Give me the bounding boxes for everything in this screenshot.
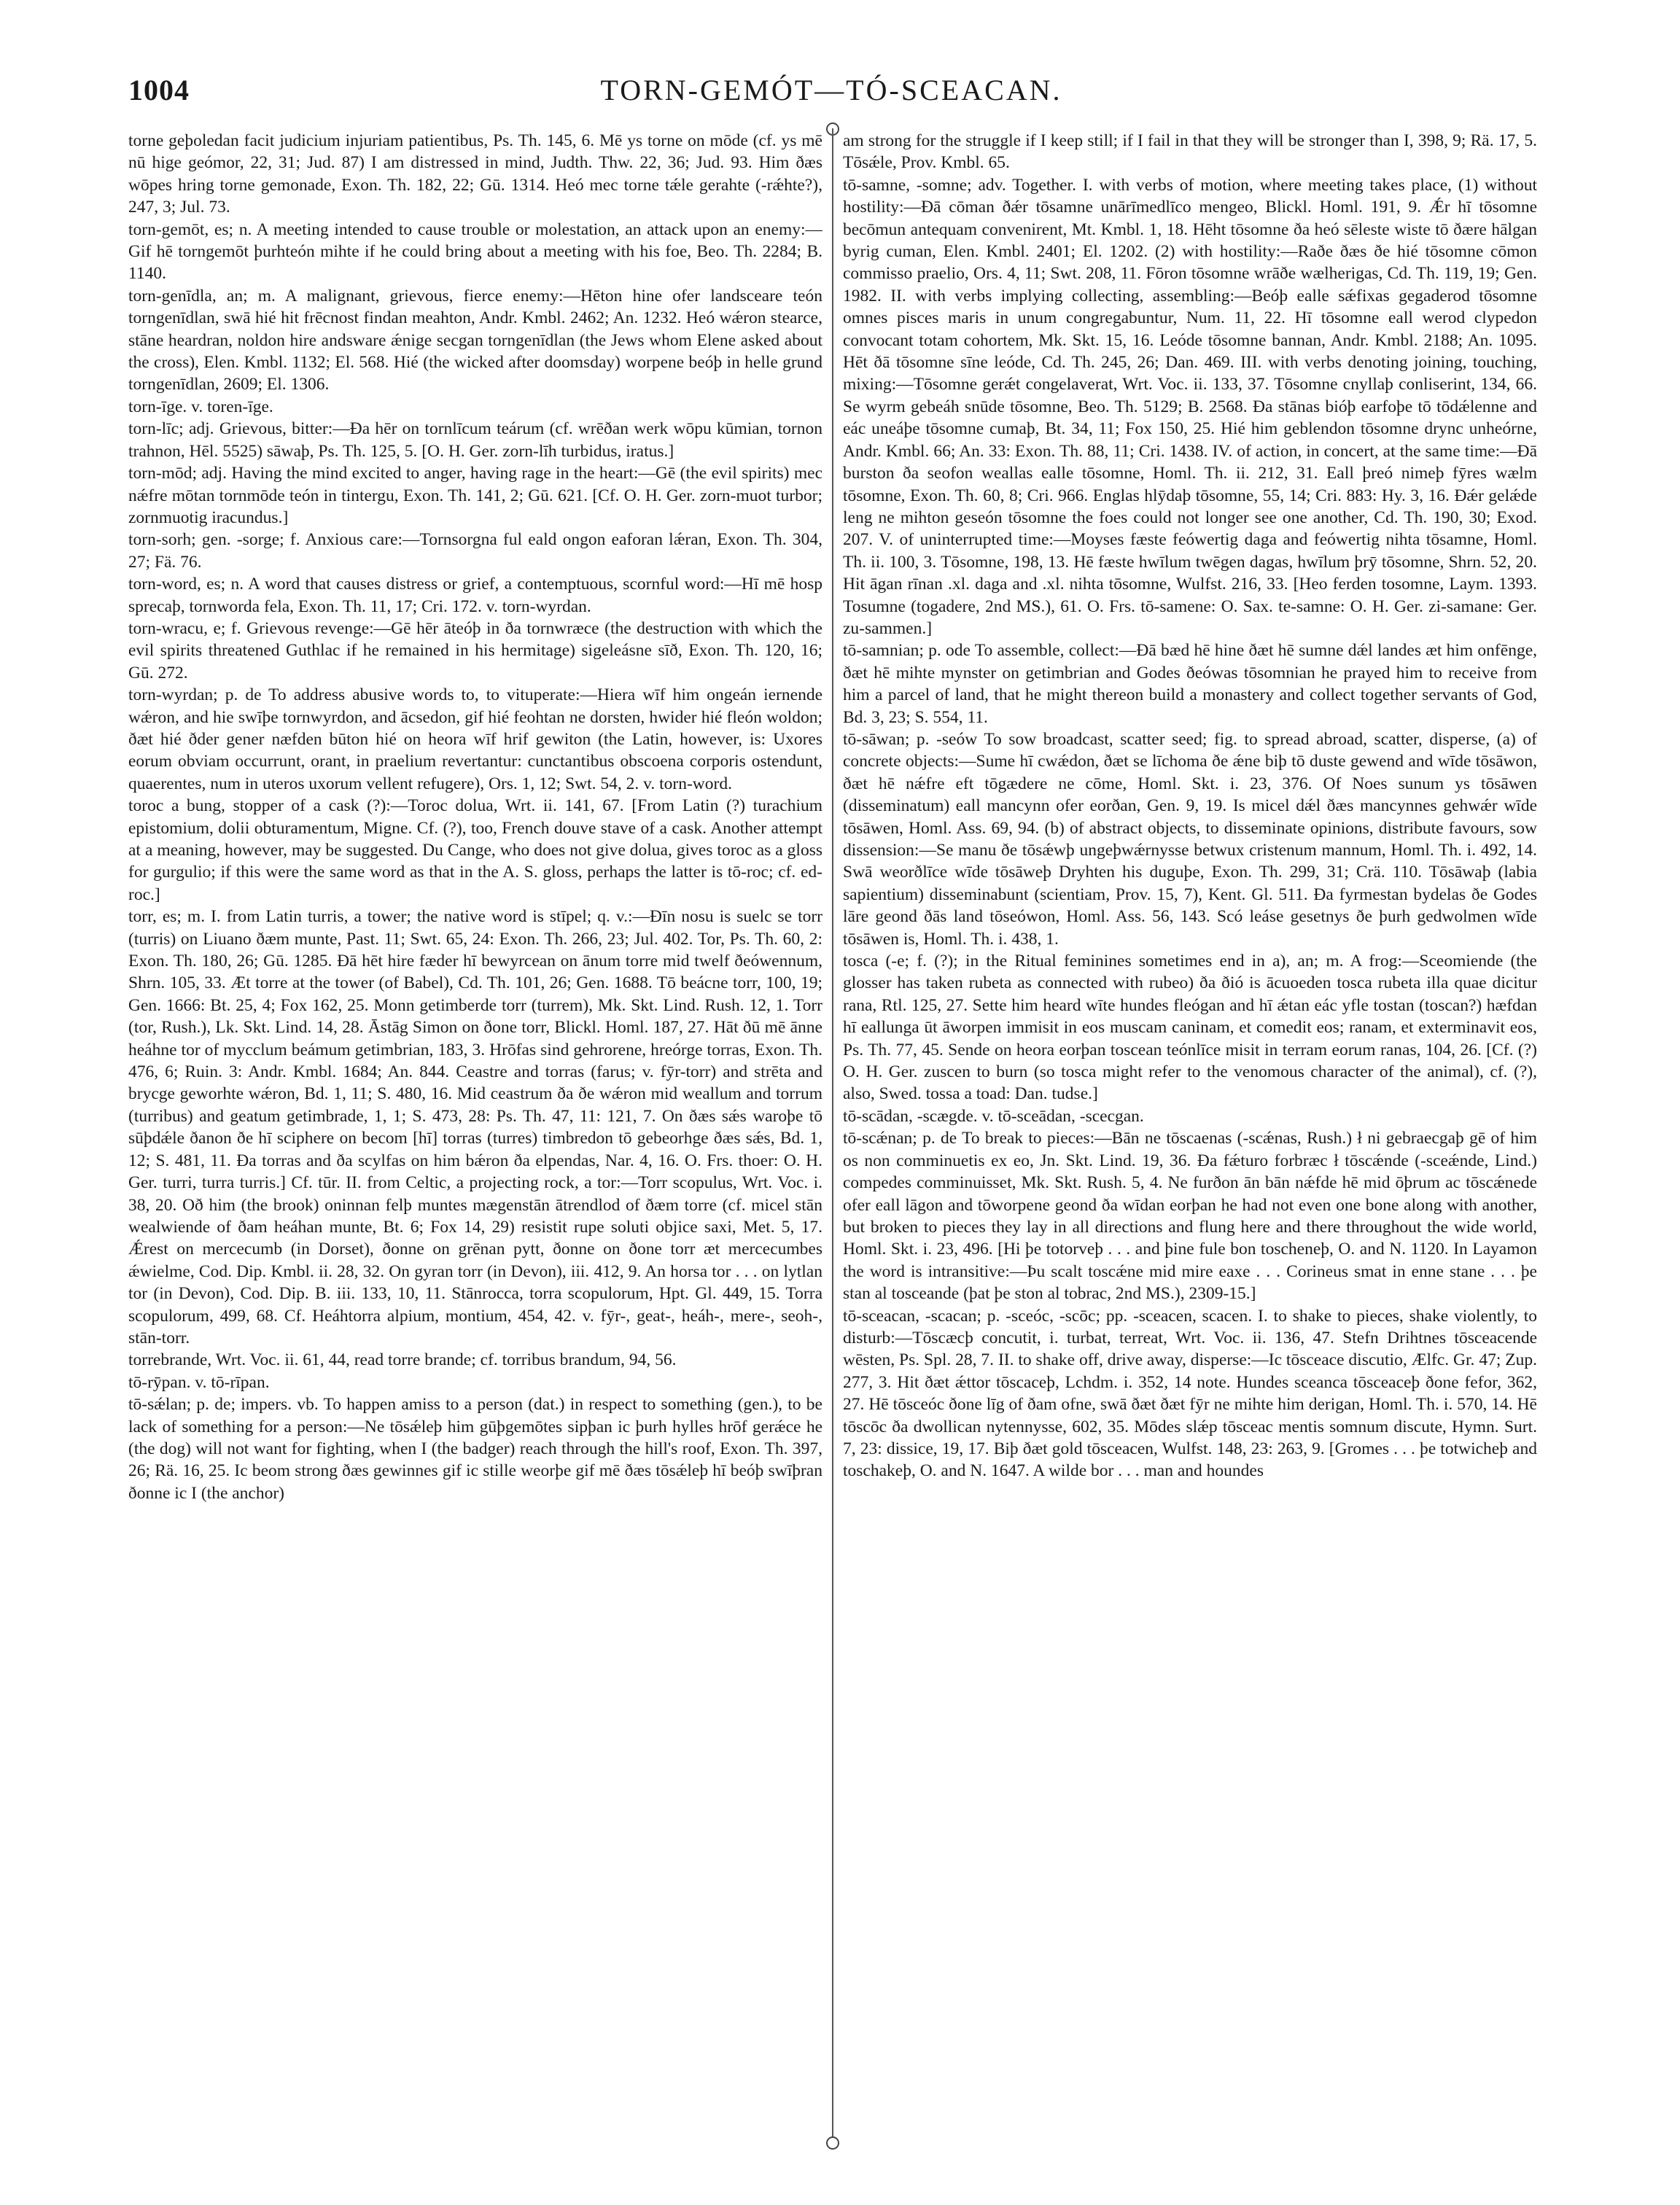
entry-to-saelan-continued: am strong for the struggle if I keep still; if I fail in that they will be stronger than I, 398, 9; Rä. 17, 5. Tōsǽle, Prov. Kmbl. 65. <box>843 131 1537 173</box>
right-column <box>843 130 1537 2157</box>
entry-to-samnian: tō-samnian; p. ode To assemble, collect:—Ðā bæd hē hine ðæt hē sumne dǽl landes æt him onfēnge, ðæt hē mihte mynster on getimbrian and Godes ðeówas tōsomnian he prayed him to receive from him a parcel of land, that he might thereon build a monastery and collect together servants of God, Bd. 3, 23; S. 554, 11. <box>843 641 1537 727</box>
entry-torn-wracu: torn-wracu, e; f. Grievous revenge:—Gē hēr āteóþ in ða tornwræce (the destruction with which the evil spirits threatened Guthlac if he remained in his hermitage) sigeleásne sīð, Exon. Th. 120, 16; Gū. 272. <box>128 618 822 682</box>
entry-to-sawan: tō-sāwan; p. -seów To sow broadcast, scatter seed; fig. to spread abroad, scatter, disperse, (a) of concrete objects:—Sume hī cwǽdon, ðæt se līchoma ðe ǽne biþ tō duste gewend and wīde tōsāwon, ðæt hē nǽfre eft tōgædere ne cōme, Homl. Skt. i. 23, 376. Of Noes sunum ys tōsāwen (disseminatum) eall mancynn ofer eorðan, Gen. 9, 19. Is micel dǽl ðæs mancynnes gehwǽr wīde tōsāwen, Homl. Ass. 69, 94. (b) of abstract objects, to disseminate opinions, distribute favours, sow dissension:—Se manu ðe tōsǽwþ ungeþwǽrnysse betwux cristenum mannum, Homl. Th. i. 492, 14. Swā weorðlīce wīde tōsāweþ Dryhten his duguþe, Exon. Th. 299, 31; Crä. 110. Tōsāwaþ (labia sapientium) disseminabunt (scientiam, Prov. 15, 7), Kent. Gl. 511. Ða fyrmestan bydelas ðe Godes lāre geond ðās land tōseówon, Homl. Ass. 56, 143. Scó leáse gesetnys ðe þurh gedwolmen wīde tōsāwen is, Homl. Th. i. 438, 1. <box>843 729 1537 949</box>
entry-to-scadan: tō-scādan, -scægde. v. tō-sceādan, -scecgan. <box>843 1106 1144 1126</box>
entry-torne-continued: torne geþoledan facit judicium injuriam patientibus, Ps. Th. 145, 6. Mē ys torne on mōde (cf. ys mē nū hige geómor, 22, 31; Jud. 87) I am distressed in mind, Judth. Thw. 22, 36; Jud. 93. Him ðæs wōpes hring torne gemonade, Exon. Th. 182, 22; Gū. 1314. Heó mec torne tǽle gerahte (-rǽhte?), 247, 3; Jul. 73. <box>128 131 822 217</box>
column-divider <box>832 128 833 2142</box>
entry-torn-sorh: torn-sorh; gen. -sorge; f. Anxious care:—Tornsorgna ful eald ongon eaforan lǽran, Exon. Th. 304, 27; Fä. 76. <box>128 530 822 572</box>
entry-torn-ige: torn-īge. v. toren-īge. <box>128 397 273 416</box>
entry-torn-wyrdan: torn-wyrdan; p. de To address abusive words to, to vituperate:—Hiera wīf him ongeán iernende wǽron, and hie swīþe tornwyrdon, and ācsedon, gif hié feohtan ne dorsten, hwider hié fleón woldon; ðæt hié ðder gener næfden būton hié on heora wīf hrif gewiton (the Latin, however, is: Uxores eorum obviam occurrunt, orant, in praelium revertantur: cunctantibus obscoena corporis ostendunt, quaerentes, num in uteros uxorum vellent refugere), Ors. 1, 12; Swt. 54, 2. v. torn-word. <box>128 685 822 793</box>
entry-torr: torr, es; m. I. from Latin turris, a tower; the native word is stīpel; q. v.:—Ðīn nosu is suelc se torr (turris) on Liuano ðæm munte, Past. 11; Swt. 65, 24: Exon. Th. 266, 23; Jul. 402. Tor, Ps. Th. 60, 2: Exon. Th. 180, 26; Gū. 1285. Ðā hēt hire fæder hī bewyrcean on ānum torre mid twelf ðeówennum, Shrn. 105, 33. Æt torre at the tower (of Babel), Cd. Th. 101, 26; Gen. 1688. Tō beácne torr, 100, 19; Gen. 1666: Bt. 25, 4; Fox 162, 25. Monn getimberde torr (turrem), Mk. Skt. Lind. Rush. 12, 1. Torr (tor, Rush.), Lk. Skt. Lind. 14, 28. Āstāg Simon on ðone torr, Blickl. Homl. 187, 27. Hāt ðū mē ānne heáhne tor of mycclum beámum getimbrian, 183, 3. Hrōfas sind gehrorene, hreórge torras, Exon. Th. 476, 6; Ruin. 3: Andr. Kmbl. 1684; An. 844. Ceastre and torras (farus; v. fȳr-torr) and strēta and brycge geworhte wǽron, Bd. 1, 11; S. 480, 16. Mid ceastrum ða ðe wǽron mid weallum and torrum (turribus) and geatum getimbrade, 1, 1; S. 473, 28: Ps. Th. 47, 11: 121, 7. On ðæs sǽs waroþe tō sūþdǽle ðanon ðe hī sciphere on becom [hī] torras (turres) timbredon tō gebeorhge ðæs sǽs, Bd. 1, 12; S. 481, 11. Ða torras and ða scylfas on him bǽron ða elpendas, Nar. 4, 16. O. Frs. thoer: O. H. Ger. turri, turra turris.] Cf. tūr. II. from Celtic, a projecting rock, a tor:—Torr scopulus, Wrt. Voc. i. 38, 20. Oð him (the brook) oninnan felþ muntes mægenstān ātrendlod of ðæm torre (cf. micel stān wealwiende of ðam heáhan munte, Bt. 6; Fox 14, 29) resistit rupe soluti objice saxi, Met. 5, 17. Ǽrest on mercecumb (in Dorset), ðonne on grēnan pytt, ðonne on ðone torr æt mercecumbes ǽwielme, Cod. Dip. Kmbl. ii. 28, 32. On gyran torr (in Devon), iii. 412, 9. An horsa tor . . . on lytlan tor (in Devon), Cod. Dip. B. iii. 133, 10, 11. Stānrocca, torra scopulorum, Hpt. Gl. 449, 15. Torra scopulorum, 499, 68. Cf. Heáhtorra alpium, montium, 454, 42. v. fȳr-, geat-, heáh-, mere-, seoh-, stān-torr. <box>128 907 822 1348</box>
entry-tosca: tosca (-e; f. (?); in the Ritual feminines sometimes end in a), an; m. A frog:—Sceomiende (the glosser has taken rubeta as connected with rubeo) ða ðió is ācuoeden tosca rubeta illa quae dicitur rana, Rtl. 125, 27. Sette him heard wīte hundes fleógan and hī ǽtan eác yfle tostan (toscan?) hæfdan hī eallunga ūt āworpen immisit in eos muscam caninam, et comedit eos; ranam, et exterminavit eos, Ps. Th. 77, 45. Sende on heora eorþan toscean teónlīce misit in terram eorum ranas, 104, 26. [Cf. (?) O. H. Ger. zuscen to burn (so tosca might refer to the venomous character of the animal), cf. (?), also, Swed. tossa a toad: Dan. tudse.] <box>843 952 1537 1104</box>
entry-to-sceacan: tō-sceacan, -scacan; p. -sceóc, -scōc; pp. -sceacen, scacen. I. to shake to pieces, shake violently, to disturb:—Tōscæcþ concutit, i. turbat, terreat, Wrt. Voc. ii. 136, 47. Stefn Drihtnes tōsceacende wēsten, Ps. Spl. 28, 7. II. to shake off, drive away, disperse:—Ic tōsceace discutio, Ælfc. Gr. 47; Zup. 277, 3. Hit ðæt ǽttor tōscaceþ, Lchdm. i. 352, 14 note. Hundes sceanca tōsceaceþ ðone fefor, 362, 27. Hē tōsceóc ðone līg of ðam ofne, swā ðæt ðæt fȳr ne mihte him derigan, Homl. Th. i. 570, 14. Hē tōscōc ða dwollican nytennysse, 602, 35. Mōdes slǽp tōsceac mentis somnum discute, Hymn. Surt. 7, 23: dissice, 19, 17. Biþ ðæt gold tōsceacen, Wulfst. 148, 23: 263, 9. [Gromes . . . þe totwicheþ and toschakeþ, O. and N. 1647. A wilde bor . . . man and houndes <box>843 1306 1537 1481</box>
entry-torn-lic: torn-līc; adj. Grievous, bitter:—Ða hēr on tornlīcum teárum (cf. wrēðan werk wōpu kūmian, tornon trahnon, Hēl. 5525) sāwaþ, Ps. Th. 125, 5. [O. H. Ger. zorn-līh turbidus, iratus.] <box>128 419 822 461</box>
page-number: 1004 <box>128 74 190 106</box>
entry-torrebrande: torrebrande, Wrt. Voc. ii. 61, 44, read torre brande; cf. torribus brandum, 94, 56. <box>128 1350 677 1370</box>
running-head: TORN-GEMÓT—TÓ-SCEACAN. <box>600 74 1062 106</box>
entry-toroc: toroc a bung, stopper of a cask (?):—Toroc dolua, Wrt. ii. 141, 67. [From Latin (?) turachium epistomium, dolii obturamentum, Migne. Cf. (?), too, French douve stave of a cask. Another attempt at a meaning, however, may be suggested. Du Cange, who does not give dolua, gives toroc as a gloss for gurgulio; if this were the same word as that in the A. S. gloss, perhaps the latter is tō-roc; cf. ed-roc.] <box>128 796 822 904</box>
entry-to-samne: tō-samne, -somne; adv. Together. I. with verbs of motion, where meeting takes place, (1) without hostility:—Ðā cōman ðǽr tōsamne unārīmedlīco mengeo, Blickl. Homl. 191, 9. Ǽr hī tōsomne becōmun antequam convenirent, Mt. Kmbl. 1, 18. Hēht tōsomne ða heó sēleste wiste tō ðære hālgan byrig cuman, Elen. Kmbl. 2401; El. 1202. (2) with hostility:—Raðe ðæs ðe hié tōsomne cōmon commisso praelio, Ors. 4, 11; Swt. 208, 11. Fōron tōsomne wrāðe wælherigas, Cd. Th. 119, 19; Gen. 1982. II. with verbs implying collecting, assembling:—Beóþ ealle sǽfixas gegaderod tōsomne omnes pisces maris in unum congregabuntur, Num. 11, 22. Hī tōsomne eall werod clypedon convocant totam cohortem, Mk. Skt. 15, 16. Leóde tōsomne bannan, Andr. Kmbl. 2188; An. 1095. Hēt ðā tōsomne sīne leóde, Cd. Th. 245, 26; Dan. 469. III. with verbs denoting joining, touching, mixing:—Tōsomne gerǽt congelaverat, Wrt. Voc. ii. 133, 37. Tōsomne cnyllaþ conliserint, 134, 66. Se wyrm gebeáh snūde tōsomne, Beo. Th. 5129; B. 2568. Ða stānas bióþ earfoþe tō tōdǽlenne and eác uneáþe tōsomne cumaþ, Bt. 34, 11; Fox 150, 25. Hié him geblendon tōsomne drync unheórne, Andr. Kmbl. 66; An. 33: Exon. Th. 88, 11; Cri. 1438. IV. of action, in concert, at the same time:—Ðā burston ða seofon weallas ealle tōsomne, Homl. Th. ii. 212, 31. Eall þreó nimeþ fȳres wælm tōsomne, Exon. Th. 60, 8; Cri. 966. Englas hlȳdaþ tōsomne, 55, 14; Cri. 883: Hy. 3, 16. Ðǽr gelǽde leng ne mihton geseón tōsomne the foes could not longer see one another, Cd. Th. 190, 30; Exod. 207. V. of uninterrupted time:—Moyses fæste feówertig daga and feówertig nihta tōsamne, Homl. Th. ii. 100, 3. Tōsomne, 198, 13. Hē fæste hwīlum twēgen dagas, hwīlum þrȳ tōsomne, Shrn. 52, 20. Hit āgan rīnan .xl. daga and .xl. nihta tōsomne, Wulfst. 216, 33. [Heo ferden tosomne, Laym. 1393. Tosumne (togadere, 2nd MS.), 61. O. Frs. tō-samene: O. Sax. te-samne: O. H. Ger. zi-samane: Ger. zu-sammen.] <box>843 175 1537 638</box>
entry-to-scaenan: tō-scǽnan; p. de To break to pieces:—Bān ne tōscaenas (-scǽnas, Rush.) ł ni gebraecgaþ gē of him os non comminuetis ex eo, Jn. Skt. Lind. 19, 36. Ða fǽturo forbræc ł tōscǽnde (-sceǽnde, Lind.) compedes comminuisset, Mk. Skt. Rush. 5, 4. Ne furðon ān bān nǽfde hē mid ōþrum ac tōscǽnede ofer eall lāgon and tōworpene geond ða wīdan eorþan he had not even one bone along with another, but broken to pieces they lay in all directions and flung here and there throughout the wide world, Homl. Skt. i. 23, 496. [Hi þe totorveþ . . . and þine fule bon toscheneþ, O. and N. 1120. In Layamon the word is intransitive:—Þu scalt toscǽne mid mire eaxe . . . Corineus smat in enne stane . . . þe stan al tosceande (þat þe ston al tobrac, 2nd MS.), 2309-15.] <box>843 1129 1537 1304</box>
column-rule-ornament-bottom <box>826 2136 839 2150</box>
entry-to-saelan: tō-sǽlan; p. de; impers. vb. To happen amiss to a person (dat.) in respect to something (gen.), to be lack of something for a person:—Ne tōsǽleþ him gūþgemōtes sipþan ic þurh hylles hrōf gerǽce he (the dog) will not want for fighting, when I (the badger) reach through the hill's roof, Exon. Th. 397, 26; Rä. 16, 25. Ic beom strong ðæs gewinnes gif ic stille weorþe gif mē ðæs tōsǽleþ hī beóþ swīþran ðonne ic I (the anchor) <box>128 1395 822 1503</box>
entry-torn-gemot: torn-gemōt, es; n. A meeting intended to cause trouble or molestation, an attack upon an enemy:—Gif hē torngemōt þurhteón mihte if he could bring about a meeting with his foe, Beo. Th. 2284; B. 1140. <box>128 219 822 284</box>
page-header <box>128 73 1534 117</box>
entry-torn-genidla: torn-genīdla, an; m. A malignant, grievous, fierce enemy:—Hēton hine ofer landsceare teón torngenīdlan, swā hié hit frēcnost findan meahton, Andr. Kmbl. 2462; An. 1232. Heó wǽron stearce, stāne heardran, noldon hire andsware ǽnige secgan torngenīdlan (the Jews whom Elene asked about the cross), Elen. Kmbl. 1132; El. 568. Hié (the wicked after doomsday) worpene beóþ in helle grund torngenīdlan, 2609; El. 1306. <box>128 286 822 394</box>
entry-torn-mod: torn-mōd; adj. Having the mind excited to anger, having rage in the heart:—Gē (the evil spirits) mec nǽfre mōtan tornmōde teón in tintergu, Exon. Th. 141, 2; Gū. 621. [Cf. O. H. Ger. zorn-muot turbor; zornmuotig iracundus.] <box>128 464 822 527</box>
entry-torn-word: torn-word, es; n. A word that causes distress or grief, a contemptuous, scornful word:—Hī mē hosp sprecaþ, tornworda fela, Exon. Th. 11, 17; Cri. 172. v. torn-wyrdan. <box>128 575 822 616</box>
left-column <box>128 130 822 2157</box>
entry-to-rypan: tō-rȳpan. v. tō-rīpan. <box>128 1372 270 1392</box>
